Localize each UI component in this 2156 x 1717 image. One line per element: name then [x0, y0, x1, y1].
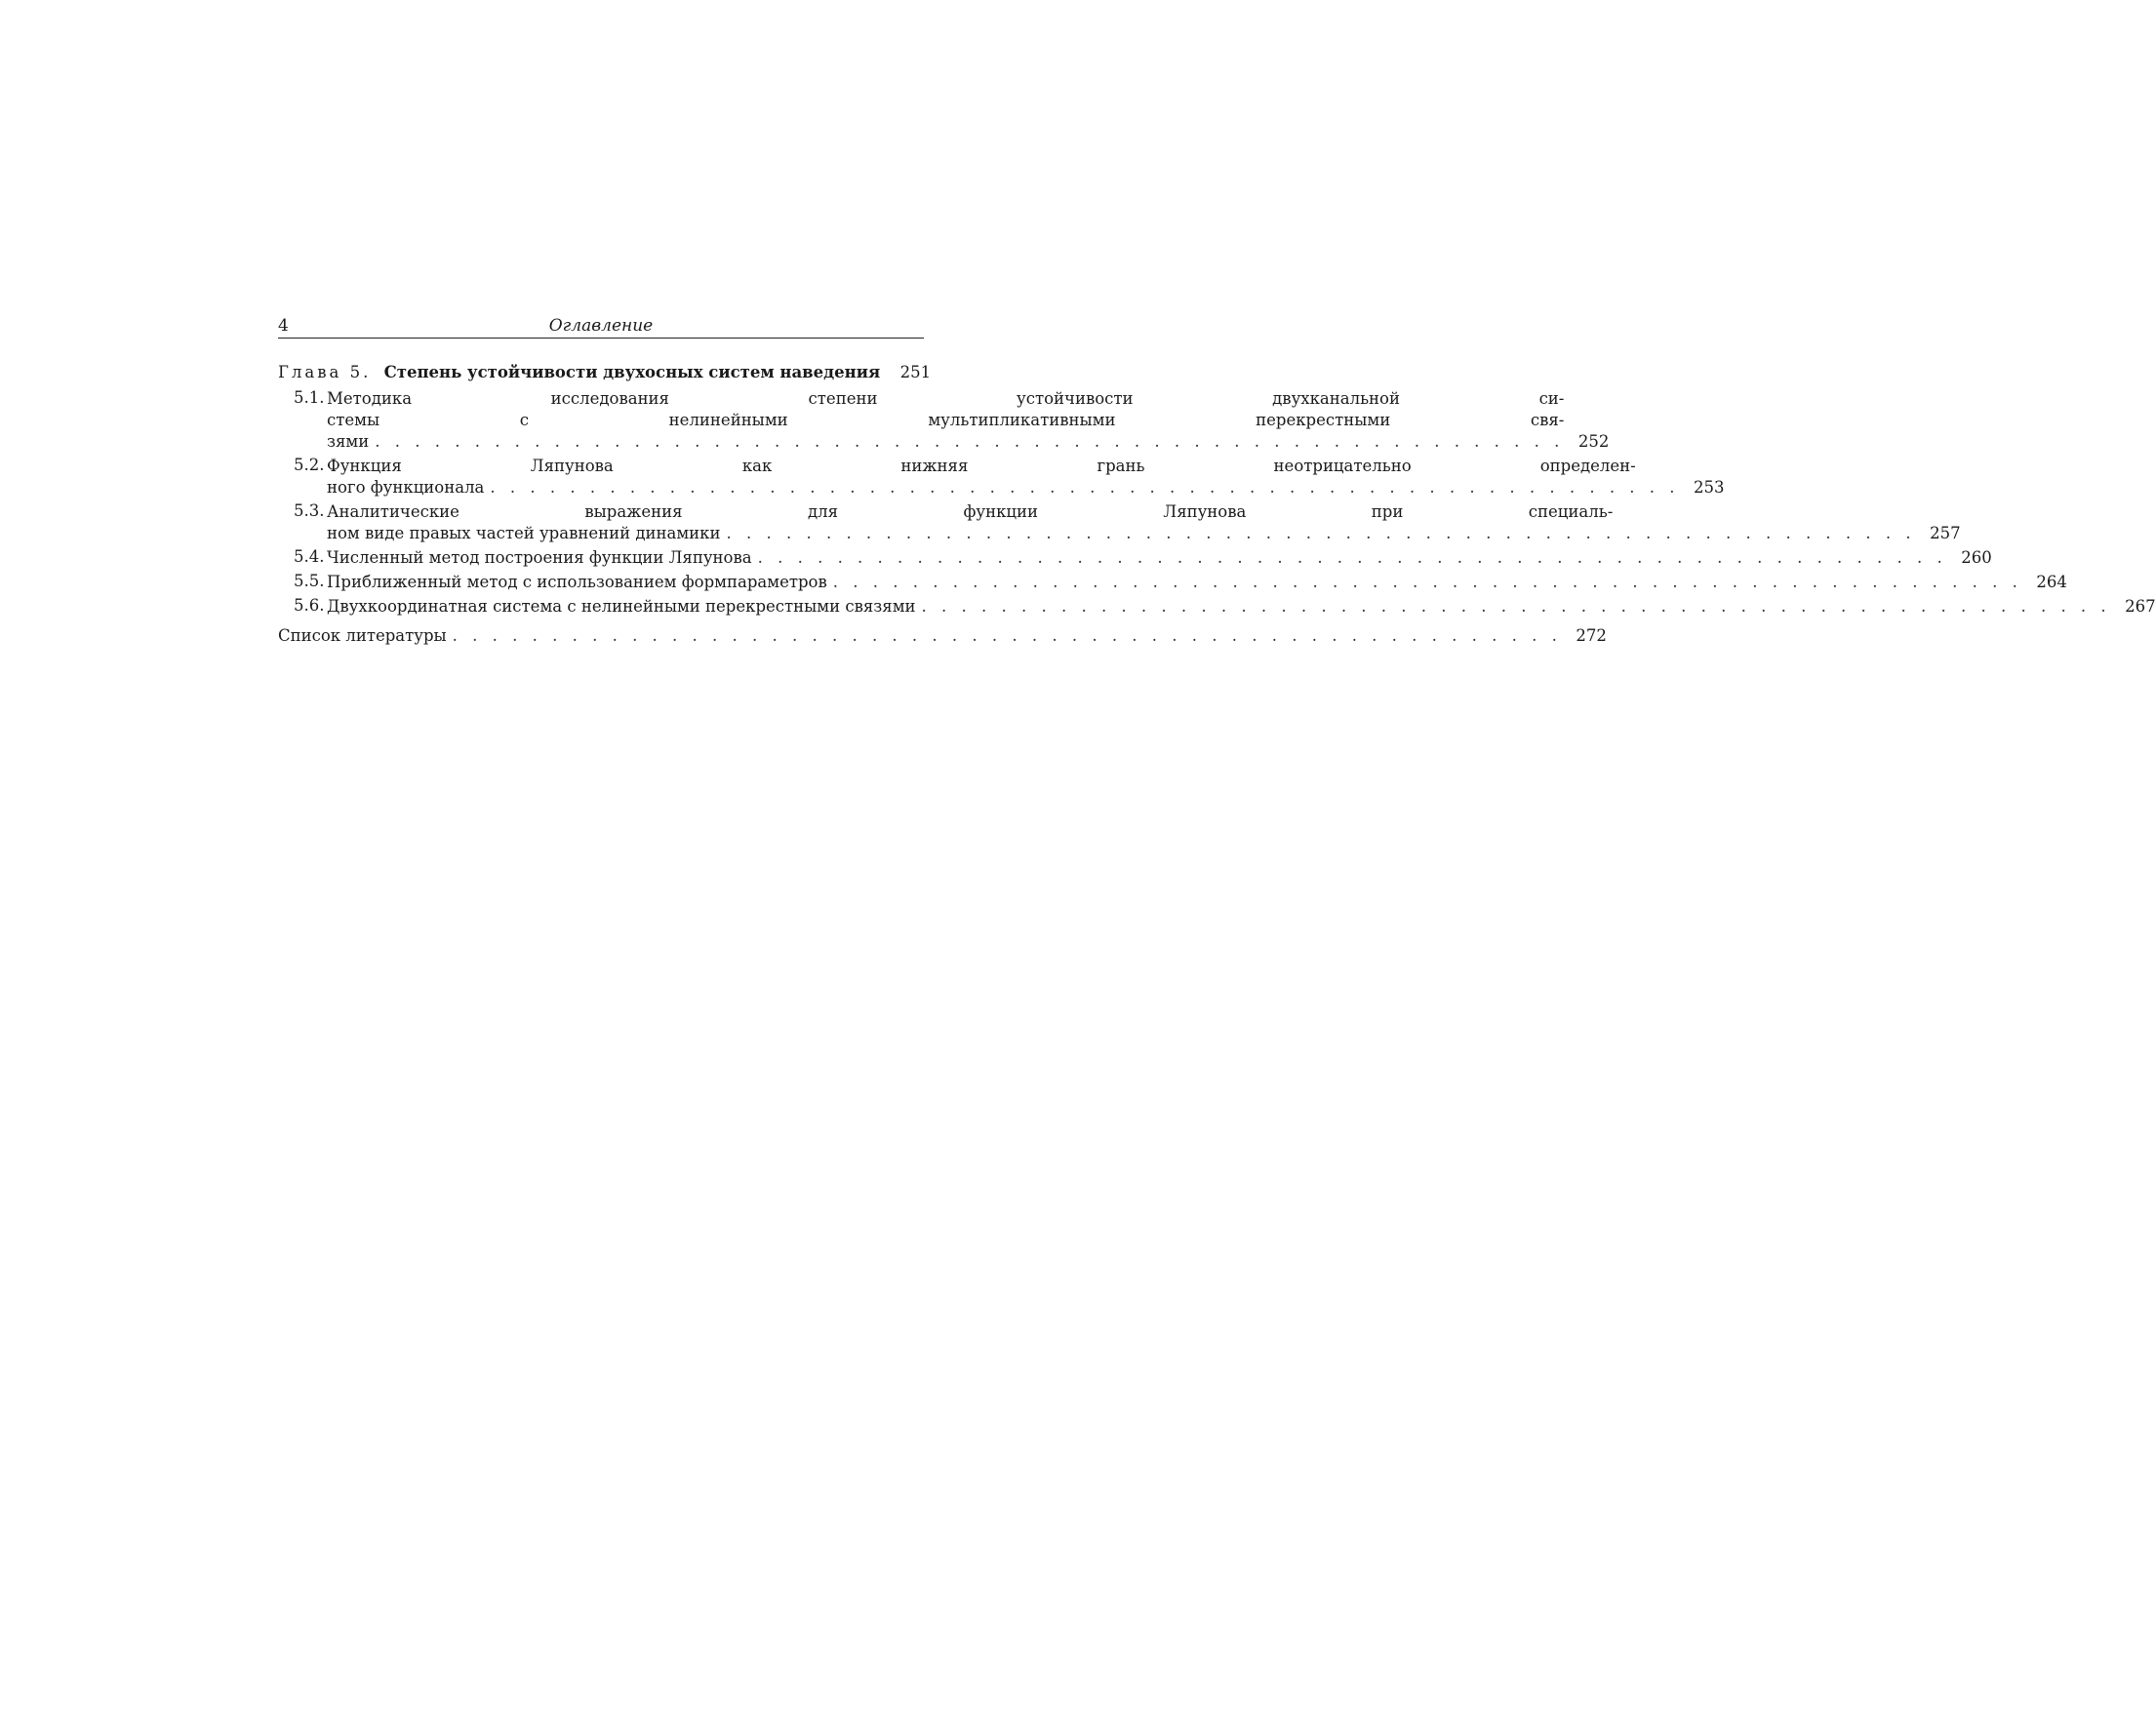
- dot-leader: . . . . . . . . . . . . . . . . . . . . . . . . . . . . . . . . . . . . . . . . . . . . . . . . . . . . . . . . . . . .: [921, 597, 2111, 616]
- running-header: [278, 312, 924, 339]
- toc-chapter[interactable]: [278, 362, 932, 383]
- chapter-title: Степень устойчивости двухосных систем наведения: [383, 363, 881, 381]
- section-title-final-line: [327, 431, 1609, 453]
- section-title-text: ном виде правых частей уравнений динамики: [327, 524, 721, 542]
- page-number: 4: [278, 316, 289, 336]
- section-title-text: Приближенный метод с использованием формпараметров: [327, 573, 827, 591]
- toc-section[interactable]: [278, 596, 2156, 618]
- dot-leader: . . . . . . . . . . . . . . . . . . . . . . . . . . . . . . . . . . . . . . . . . . . . . . . . . . . . . . . . . . . .: [490, 478, 1680, 497]
- section-page: 260: [1961, 548, 1992, 567]
- toc-literature[interactable]: [278, 625, 1607, 647]
- section-title-line: Функция Ляпунова как нижняя грань неотрицательно определен-: [327, 457, 1636, 475]
- section-title-final-line: [327, 477, 1725, 499]
- section-body: [327, 388, 1609, 453]
- section-body: [327, 547, 1992, 569]
- section-page: 253: [1694, 478, 1725, 497]
- dot-leader: . . . . . . . . . . . . . . . . . . . . . . . . . . . . . . . . . . . . . . . . . . . . . . . . . . . . . . . . . . . .: [757, 548, 1947, 567]
- running-title: Оглавление: [548, 316, 654, 336]
- chapter-label: Глава 5.: [278, 363, 372, 381]
- section-page: 252: [1577, 432, 1610, 451]
- section-body: [327, 456, 1725, 499]
- section-title-line: Аналитические выражения для функции Ляпунова при специаль-: [327, 502, 1614, 521]
- table-of-contents: [278, 362, 2156, 647]
- section-number: 5.2.: [294, 456, 325, 474]
- dot-leader: . . . . . . . . . . . . . . . . . . . . . . . . . . . . . . . . . . . . . . . . . . . . . . . . . . . . . . . . . . . .: [726, 524, 1916, 542]
- section-title-final-line: [327, 596, 2156, 618]
- section-number: 5.5.: [294, 572, 325, 590]
- literature-page: 272: [1576, 626, 1607, 645]
- chapter-page: 251: [899, 363, 932, 381]
- section-page: 257: [1930, 524, 1961, 542]
- section-body: [327, 572, 2067, 593]
- toc-section[interactable]: [278, 501, 1961, 544]
- section-title-line: Методика исследования степени устойчивости двухканальной си-: [327, 389, 1565, 408]
- section-title-line: стемы с нелинейными мультипликативными перекрестными свя-: [327, 411, 1565, 429]
- section-title-text: Двухкоординатная система с нелинейными перекрестными связями: [327, 597, 916, 616]
- toc-section[interactable]: [278, 456, 1725, 499]
- dot-leader: . . . . . . . . . . . . . . . . . . . . . . . . . . . . . . . . . . . . . . . . . . . . . . . . . . . . . . . . . . . .: [375, 432, 1565, 451]
- toc-section[interactable]: [278, 547, 1992, 569]
- section-body: [327, 501, 1961, 544]
- section-page: 264: [2036, 573, 2067, 591]
- section-number: 5.1.: [294, 388, 325, 407]
- section-list: [278, 388, 2156, 618]
- page-content: [278, 312, 2156, 647]
- section-number: 5.6.: [294, 596, 325, 615]
- section-number: 5.4.: [294, 547, 325, 566]
- section-page: 267: [2125, 597, 2156, 616]
- section-title-final-line: [327, 547, 1992, 569]
- section-title-text: Численный метод построения функции Ляпунова: [327, 548, 752, 567]
- literature-title: Список литературы: [278, 626, 447, 645]
- section-body: [327, 596, 2156, 618]
- toc-section[interactable]: [278, 572, 2067, 593]
- dot-leader: . . . . . . . . . . . . . . . . . . . . . . . . . . . . . . . . . . . . . . . . . . . . . . . . . . . . . . . . . . . .: [832, 573, 2022, 591]
- section-number: 5.3.: [294, 501, 325, 520]
- section-title-text: ного функционала: [327, 478, 485, 497]
- section-title-text: зями: [327, 432, 370, 451]
- section-title-final-line: [327, 523, 1961, 544]
- dot-leader: . . . . . . . . . . . . . . . . . . . . . . . . . . . . . . . . . . . . . . . . . . . . . . . . . . . . . . . .: [452, 626, 1562, 645]
- toc-section[interactable]: [278, 388, 1610, 453]
- section-title-final-line: [327, 572, 2067, 593]
